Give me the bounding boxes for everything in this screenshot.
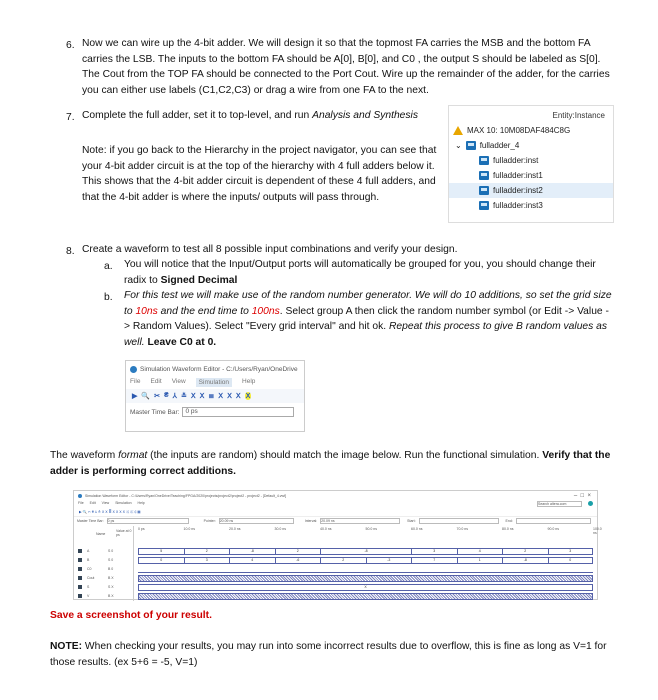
bus-segment: -8 bbox=[229, 548, 275, 555]
arbitrary-icon[interactable]: Ⅹ bbox=[235, 393, 241, 400]
bus-segment: 0 bbox=[138, 557, 184, 564]
end-input[interactable] bbox=[516, 518, 591, 524]
window-title: Simulation Waveform Editor - C:/Users/Ryan/OneDrive bbox=[140, 366, 298, 373]
signal-type-icon bbox=[78, 585, 82, 589]
signal-trace bbox=[138, 593, 593, 600]
pointer-icon[interactable]: ▶ bbox=[132, 393, 138, 400]
window-title: Simulation Waveform Editor - C:/Users/Ryan/OneDrive/Teaching/FPGA/2020/projects/project2/project2 - project2 - [Default_4.vwf] bbox=[85, 494, 287, 498]
bus-segment: 2 bbox=[320, 557, 366, 564]
block-icon bbox=[466, 141, 476, 150]
signal-type-icon bbox=[78, 576, 82, 580]
tree-label: fulladder:inst bbox=[493, 156, 539, 165]
low-icon[interactable]: ⅄ bbox=[172, 393, 177, 400]
block-icon bbox=[479, 186, 489, 195]
master-time-label: Master Time Bar: bbox=[130, 408, 180, 416]
set-icon[interactable]: Ⅹ bbox=[227, 393, 232, 400]
signal-trace bbox=[138, 575, 593, 582]
bus-segment: 2 bbox=[502, 548, 548, 555]
bus-segment: 3 bbox=[548, 548, 594, 555]
col-name: Name bbox=[96, 532, 106, 536]
hierarchy-panel bbox=[448, 105, 614, 223]
signal-type-icon bbox=[78, 594, 82, 598]
menu-edit[interactable]: Edit bbox=[89, 501, 96, 505]
time-tick: 90.0 ns bbox=[547, 527, 559, 531]
random-value-icon[interactable]: Ⅹ bbox=[245, 393, 251, 400]
menu-view[interactable]: View bbox=[101, 501, 110, 505]
signal-name: B bbox=[87, 558, 90, 562]
cut-icon[interactable]: ✂ bbox=[154, 393, 160, 400]
signal-trace bbox=[138, 557, 593, 564]
step-7-plain: Complete the full adder, set it to top-level, and run bbox=[82, 110, 313, 121]
toolbar bbox=[126, 389, 304, 403]
bus-segment: 0 bbox=[548, 557, 594, 564]
block-icon bbox=[479, 156, 489, 165]
interval-value: 20.09 ns bbox=[320, 518, 400, 524]
signal-name: V bbox=[87, 594, 90, 598]
low-line bbox=[138, 572, 593, 573]
bus-segment: 2 bbox=[275, 548, 321, 555]
undefined-hatch bbox=[138, 593, 593, 600]
time-tick: 100.0 ns bbox=[593, 527, 602, 535]
t: format bbox=[118, 450, 148, 461]
bus-segment: 1 bbox=[457, 557, 503, 564]
tree-label: fulladder:inst2 bbox=[493, 186, 543, 195]
sub-label: b. bbox=[104, 292, 113, 303]
bus-segment: 3 bbox=[184, 557, 230, 564]
signal-trace bbox=[138, 584, 593, 591]
value-icon[interactable]: Ⅹ bbox=[190, 393, 196, 400]
app-icon bbox=[78, 494, 82, 498]
time-tick: 50.0 ns bbox=[365, 527, 377, 531]
waveform-grid bbox=[74, 526, 602, 601]
bus-segment: 5 bbox=[138, 548, 184, 555]
bus-segment: 3 bbox=[411, 548, 457, 555]
bus-segment: 4 bbox=[229, 557, 275, 564]
sim-editor-small-screenshot bbox=[125, 360, 305, 432]
sub-label: a. bbox=[104, 261, 113, 272]
t: Leave C0 at 0. bbox=[144, 336, 217, 348]
signal-value: B X bbox=[108, 576, 114, 580]
step-7-note: Note: if you go back to the Hierarchy in the project navigator, you can see that your 4-bit adder circuit is at the top of the hierarchy with 4 full adders below it. This shows that the 4-bit adder circuit is dependent of these 4 full adders, and that the 4-bit adder is where the inputs/ outputs will pass through. bbox=[82, 145, 437, 203]
step-7-text bbox=[82, 108, 442, 124]
item-number: 6. bbox=[66, 40, 75, 51]
sub-b-text bbox=[124, 288, 614, 350]
t: Repeat this process to give B random values as well. bbox=[124, 321, 608, 348]
sub-a-text bbox=[124, 257, 614, 288]
signal-type-icon bbox=[78, 549, 82, 553]
signal-name: Cout bbox=[87, 576, 95, 580]
globe-icon bbox=[588, 501, 593, 506]
bus-segment: 4 bbox=[457, 548, 503, 555]
tree-item-selected[interactable] bbox=[449, 183, 613, 198]
tree-item[interactable] bbox=[449, 198, 613, 213]
step-6-text: Now we can wire up the 4-bit adder. We will design it so that the topmost FA carries the MSB and the bottom FA carries the LSB. The inputs to the bottom FA should be A[0], B[0], and C0 , the output S should be labeled as S[0]. The Cout from the TOP FA should be connected to the Port Cout. Wire up the remainder of the adder, for the carries you can either use labels (C1,C2,C3) or drag a wire from one FA to the next. bbox=[82, 38, 610, 96]
waveform-screenshot bbox=[73, 490, 602, 600]
clock-icon[interactable]: Ⅹ bbox=[218, 393, 224, 400]
time-tick: 10.0 ns bbox=[183, 527, 195, 531]
bus-segment: 2 bbox=[184, 548, 230, 555]
menu-edit[interactable]: Edit bbox=[150, 378, 162, 385]
note-label: NOTE: bbox=[50, 641, 83, 652]
block-icon bbox=[479, 201, 489, 210]
signal-value: S 0 bbox=[108, 549, 114, 553]
t: Verify that the adder is performing correct additions. bbox=[50, 450, 611, 477]
bus-segment: -6 bbox=[275, 557, 321, 564]
toolbar-icons[interactable]: ▶ 🔍 ✂ ₴ ⅄ ≛ Ⅹ Ⅹ ≣ Ⅹ Ⅹ Ⅹ Ⅹ ⤨ ⤨ ⤨ ▦ bbox=[79, 510, 141, 514]
time-tick: 20.0 ns bbox=[229, 527, 241, 531]
tree-item[interactable] bbox=[449, 153, 613, 168]
t: The waveform bbox=[50, 450, 119, 461]
tree-item-top[interactable] bbox=[449, 138, 613, 153]
time-tick: 40.0 ns bbox=[320, 527, 332, 531]
menu-simulation[interactable]: Simulation bbox=[115, 501, 132, 505]
t: . Select group A then click the random number symbol (or Edit -> Value -> Random Values). Select "Every grid interval" and hit ok. bbox=[124, 305, 609, 332]
grid-size: 10ns bbox=[135, 305, 158, 317]
note-text: When checking your results, you may run into some incorrect results due to overflow, this is fine as long as V=1 for those results. (ex 5+6 = -5, V=1) bbox=[50, 641, 607, 668]
master-label: Master Time Bar: bbox=[77, 519, 104, 523]
sub-a-plain: You will notice that the Input/Output ports will automatically be grouped for you, you should change their radix to bbox=[124, 259, 596, 286]
t: (the inputs are random) should match the image below. Run the functional simulation. bbox=[147, 450, 543, 461]
signal-value: B 0 bbox=[108, 567, 114, 571]
menu-view[interactable]: View bbox=[171, 378, 186, 385]
format-paragraph bbox=[50, 448, 615, 479]
master-time-input[interactable]: 0 ps bbox=[182, 407, 294, 417]
step-7-italic: Analysis and Synthesis bbox=[312, 110, 418, 121]
undefined-hatch bbox=[138, 575, 593, 582]
bus-segment: -8 bbox=[502, 557, 548, 564]
t: and the end time to bbox=[157, 305, 252, 317]
signal-value: S X bbox=[108, 585, 114, 589]
item-number: 7. bbox=[66, 112, 75, 123]
time-tick: 80.0 ns bbox=[502, 527, 514, 531]
signal-row[interactable] bbox=[74, 591, 134, 601]
time-tick: 60.0 ns bbox=[411, 527, 423, 531]
menu-simulation[interactable]: Simulation bbox=[196, 378, 232, 387]
count-icon[interactable]: ≣ bbox=[208, 393, 215, 400]
step-8-text: Create a waveform to test all 8 possible input combinations and verify your design. bbox=[82, 244, 458, 255]
end-time: 100ns bbox=[251, 305, 280, 317]
time-tick: 0 ps bbox=[138, 527, 145, 531]
master-input[interactable]: 0 ps bbox=[107, 518, 189, 524]
search-input[interactable]: Search altera.com bbox=[537, 501, 582, 507]
tree-item[interactable] bbox=[449, 168, 613, 183]
t: For this test we will make use of the random number generator. We will do 10 additions, so set the grid size to bbox=[124, 290, 612, 317]
tree-label: fulladder_4 bbox=[479, 141, 520, 150]
menu-help[interactable]: Help bbox=[137, 501, 145, 505]
high-icon[interactable]: ≛ bbox=[180, 393, 187, 400]
menu-help[interactable]: Help bbox=[242, 378, 256, 385]
tree-label: fulladder:inst3 bbox=[493, 201, 543, 210]
signal-trace bbox=[138, 548, 593, 555]
menu-file[interactable]: File bbox=[78, 501, 84, 505]
signal-name: A bbox=[87, 549, 90, 553]
signal-name: S bbox=[87, 585, 90, 589]
signal-type-icon bbox=[78, 558, 82, 562]
interval-label: Interval: bbox=[304, 519, 318, 523]
toolbar bbox=[74, 508, 597, 516]
col-value: Value at 0 ps bbox=[116, 529, 132, 537]
chevron-down-icon: ⌄ bbox=[455, 141, 462, 150]
device-name: MAX 10: 10M08DAF484C8G bbox=[467, 126, 571, 135]
invert-icon[interactable]: Ⅹ bbox=[199, 393, 205, 400]
pointer-label: Pointer: bbox=[203, 519, 216, 523]
end-label: End: bbox=[505, 519, 513, 523]
window-controls[interactable]: – □ × bbox=[573, 493, 591, 499]
signal-value: S 0 bbox=[108, 558, 114, 562]
warning-icon bbox=[453, 126, 463, 135]
app-icon bbox=[130, 366, 137, 373]
signal-type-icon bbox=[78, 567, 82, 571]
bus-segment: X bbox=[138, 584, 593, 591]
menu-file[interactable]: File bbox=[130, 378, 141, 385]
time-tick: 70.0 ns bbox=[456, 527, 468, 531]
save-instruction: Save a screenshot of your result. bbox=[50, 610, 212, 621]
signal-trace bbox=[138, 566, 593, 573]
bus-segment: 7 bbox=[411, 557, 457, 564]
block-icon bbox=[479, 171, 489, 180]
item-number: 8. bbox=[66, 246, 75, 257]
bus-segment: -8 bbox=[320, 548, 411, 555]
node-icon[interactable]: ₴ bbox=[163, 392, 169, 399]
sub-a-bold: Signed Decimal bbox=[160, 274, 238, 286]
start-label: Start: bbox=[407, 519, 416, 523]
pointer-value: 20.09 ns bbox=[219, 518, 294, 524]
bus-segment: -3 bbox=[366, 557, 412, 564]
start-input[interactable] bbox=[419, 518, 499, 524]
time-tick: 30.0 ns bbox=[274, 527, 286, 531]
entity-header: Entity:Instance bbox=[552, 111, 605, 120]
tree-label: fulladder:inst1 bbox=[493, 171, 543, 180]
signal-name: C0 bbox=[87, 567, 92, 571]
zoom-icon[interactable]: 🔍 bbox=[141, 393, 151, 400]
time-ruler bbox=[138, 526, 602, 538]
signal-value: B X bbox=[108, 594, 114, 598]
final-note bbox=[50, 639, 610, 670]
